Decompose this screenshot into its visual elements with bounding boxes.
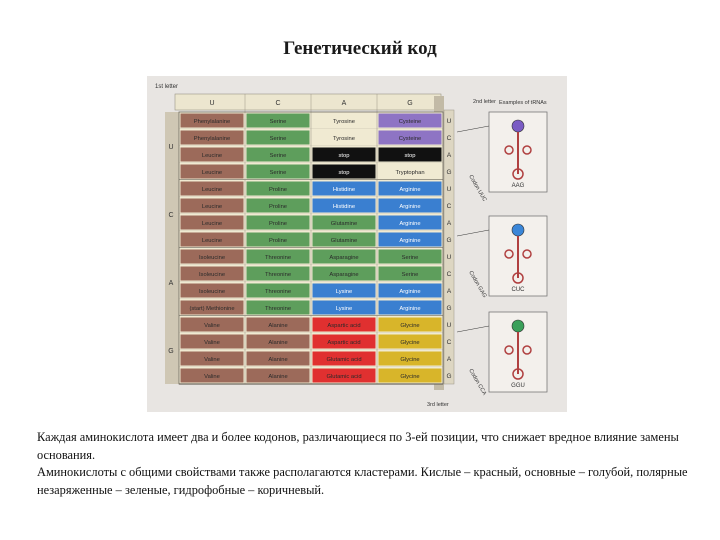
- amino-acid-label: Valine: [204, 373, 220, 380]
- amino-acid-label: Isoleucine: [198, 288, 226, 295]
- amino-acid-label: Valine: [204, 339, 220, 346]
- amino-acid-label: Glycine: [400, 322, 420, 329]
- anticodon-label: GGU: [511, 383, 525, 389]
- amino-acid-label: Histidine: [332, 186, 356, 193]
- amino-acid-label: Alanine: [268, 322, 288, 329]
- amino-acid-label: Serine: [269, 118, 287, 125]
- amino-acid-label: Tyrosine: [333, 118, 355, 125]
- third-letter-label: U: [446, 186, 452, 193]
- amino-acid-label: Proline: [268, 237, 288, 244]
- amino-acid-label: Proline: [268, 203, 288, 210]
- amino-acid-label: Arginine: [399, 305, 421, 312]
- amino-acid-label: Glycine: [400, 356, 420, 363]
- third-letter-label: G: [446, 305, 452, 312]
- amino-acid-label: Aspartic acid: [327, 339, 361, 346]
- amino-acid-label: stop: [338, 152, 350, 159]
- third-letter-label: A: [446, 288, 452, 295]
- third-letter-label: C: [446, 203, 452, 210]
- amino-acid-label: Histidine: [332, 203, 356, 210]
- amino-acid-label: Valine: [204, 356, 220, 363]
- amino-acid-label: Leucine: [201, 220, 223, 227]
- third-letter-label: C: [446, 135, 452, 142]
- column-header-c: C: [275, 100, 281, 107]
- amino-acid-label: Serine: [401, 254, 419, 261]
- amino-acid-ball: [512, 224, 524, 236]
- amino-acid-label: Serine: [269, 152, 287, 159]
- first-letter-column: [165, 112, 179, 384]
- third-letter-label: U: [446, 254, 452, 261]
- examples-label: Examples of tRNAs: [499, 100, 547, 106]
- column-header-g: G: [407, 100, 413, 107]
- third-letter-label: G: [446, 237, 452, 244]
- amino-acid-label: Alanine: [268, 339, 288, 346]
- amino-acid-label: Isoleucine: [198, 271, 226, 278]
- amino-acid-label: Leucine: [201, 237, 223, 244]
- amino-acid-label: Cysteine: [398, 135, 422, 142]
- amino-acid-label: stop: [404, 152, 416, 159]
- amino-acid-label: Glycine: [400, 339, 420, 346]
- amino-acid-label: Aspartic acid: [327, 322, 361, 329]
- amino-acid-label: Glutamic acid: [326, 373, 362, 380]
- amino-acid-label: stop: [338, 169, 350, 176]
- amino-acid-label: Arginine: [399, 203, 421, 210]
- amino-acid-label: Cysteine: [398, 118, 422, 125]
- third-letter-label: C: [446, 271, 452, 278]
- amino-acid-ball: [512, 320, 524, 332]
- amino-acid-label: Arginine: [399, 186, 421, 193]
- third-letter-label: U: [446, 322, 452, 329]
- caption-paragraph-1: Каждая аминокислота имеет два и более кодонов, различающиеся по 3-ей позиции, что снижает вредное влияние замены основания.: [37, 430, 679, 462]
- amino-acid-label: Proline: [268, 220, 288, 227]
- amino-acid-label: Leucine: [201, 169, 223, 176]
- amino-acid-label: Isoleucine: [198, 254, 226, 261]
- third-letter-label: G: [446, 373, 452, 380]
- amino-acid-label: Tyrosine: [333, 135, 355, 142]
- amino-acid-label: Lysine: [335, 305, 353, 312]
- amino-acid-ball: [512, 120, 524, 132]
- amino-acid-label: (start) Methionine: [189, 305, 235, 312]
- anticodon-label: AAG: [511, 183, 525, 189]
- genetic-code-figure: [147, 76, 567, 412]
- slide-title: Генетический код: [283, 38, 437, 59]
- amino-acid-label: Serine: [401, 271, 419, 278]
- amino-acid-label: Threonine: [264, 305, 292, 312]
- codon-table-graphic: [147, 76, 567, 412]
- third-letter-label: 3rd letter: [427, 402, 449, 408]
- third-letter-label: C: [446, 339, 452, 346]
- codon-side-label: Codon CCA: [467, 368, 488, 397]
- amino-acid-label: Leucine: [201, 152, 223, 159]
- amino-acid-label: Serine: [269, 135, 287, 142]
- first-letter-u: U: [168, 144, 174, 151]
- third-letter-label: G: [446, 169, 452, 176]
- third-letter-label: U: [446, 118, 452, 125]
- amino-acid-label: Glutamine: [330, 237, 358, 244]
- amino-acid-label: Phenylalanine: [193, 118, 231, 125]
- anticodon-label: CUC: [511, 287, 525, 293]
- first-letter-c: C: [168, 212, 174, 219]
- first-letter-label: 1st letter: [155, 84, 179, 90]
- column-header-a: A: [341, 100, 347, 107]
- amino-acid-label: Threonine: [264, 288, 292, 295]
- amino-acid-label: Tryptophan: [395, 169, 425, 176]
- column-header-bar: [175, 94, 441, 110]
- amino-acid-label: Arginine: [399, 220, 421, 227]
- amino-acid-label: Leucine: [201, 203, 223, 210]
- amino-acid-label: Glutamic acid: [326, 356, 362, 363]
- amino-acid-label: Arginine: [399, 288, 421, 295]
- amino-acid-label: Arginine: [399, 237, 421, 244]
- codon-side-label: Codon UUC: [467, 174, 488, 203]
- caption-text: [37, 429, 717, 499]
- amino-acid-label: Leucine: [201, 186, 223, 193]
- third-letter-label: A: [446, 356, 452, 363]
- amino-acid-label: Valine: [204, 322, 220, 329]
- amino-acid-label: Alanine: [268, 356, 288, 363]
- amino-acid-label: Alanine: [268, 373, 288, 380]
- amino-acid-label: Phenylalanine: [193, 135, 231, 142]
- amino-acid-label: Asparagine: [329, 254, 359, 261]
- amino-acid-label: Threonine: [264, 254, 292, 261]
- amino-acid-label: Proline: [268, 186, 288, 193]
- amino-acid-label: Asparagine: [329, 271, 359, 278]
- amino-acid-label: Glycine: [400, 373, 420, 380]
- third-letter-label: A: [446, 152, 452, 159]
- amino-acid-label: Threonine: [264, 271, 292, 278]
- second-letter-label: 2nd letter: [473, 99, 496, 105]
- codon-side-label: Codon GAG: [467, 270, 488, 299]
- caption-paragraph-2: Аминокислоты с общими свойствами также располагаются кластерами. Кислые – красный, основные – голубой, полярные незаряженные – зеленые, гидрофобные – коричневый.: [37, 465, 688, 497]
- amino-acid-label: Glutamine: [330, 220, 358, 227]
- amino-acid-label: Serine: [269, 169, 287, 176]
- amino-acid-label: Lysine: [335, 288, 353, 295]
- third-letter-label: A: [446, 220, 452, 227]
- first-letter-a: A: [168, 280, 174, 287]
- column-header-u: U: [209, 100, 215, 107]
- first-letter-g: G: [168, 348, 174, 355]
